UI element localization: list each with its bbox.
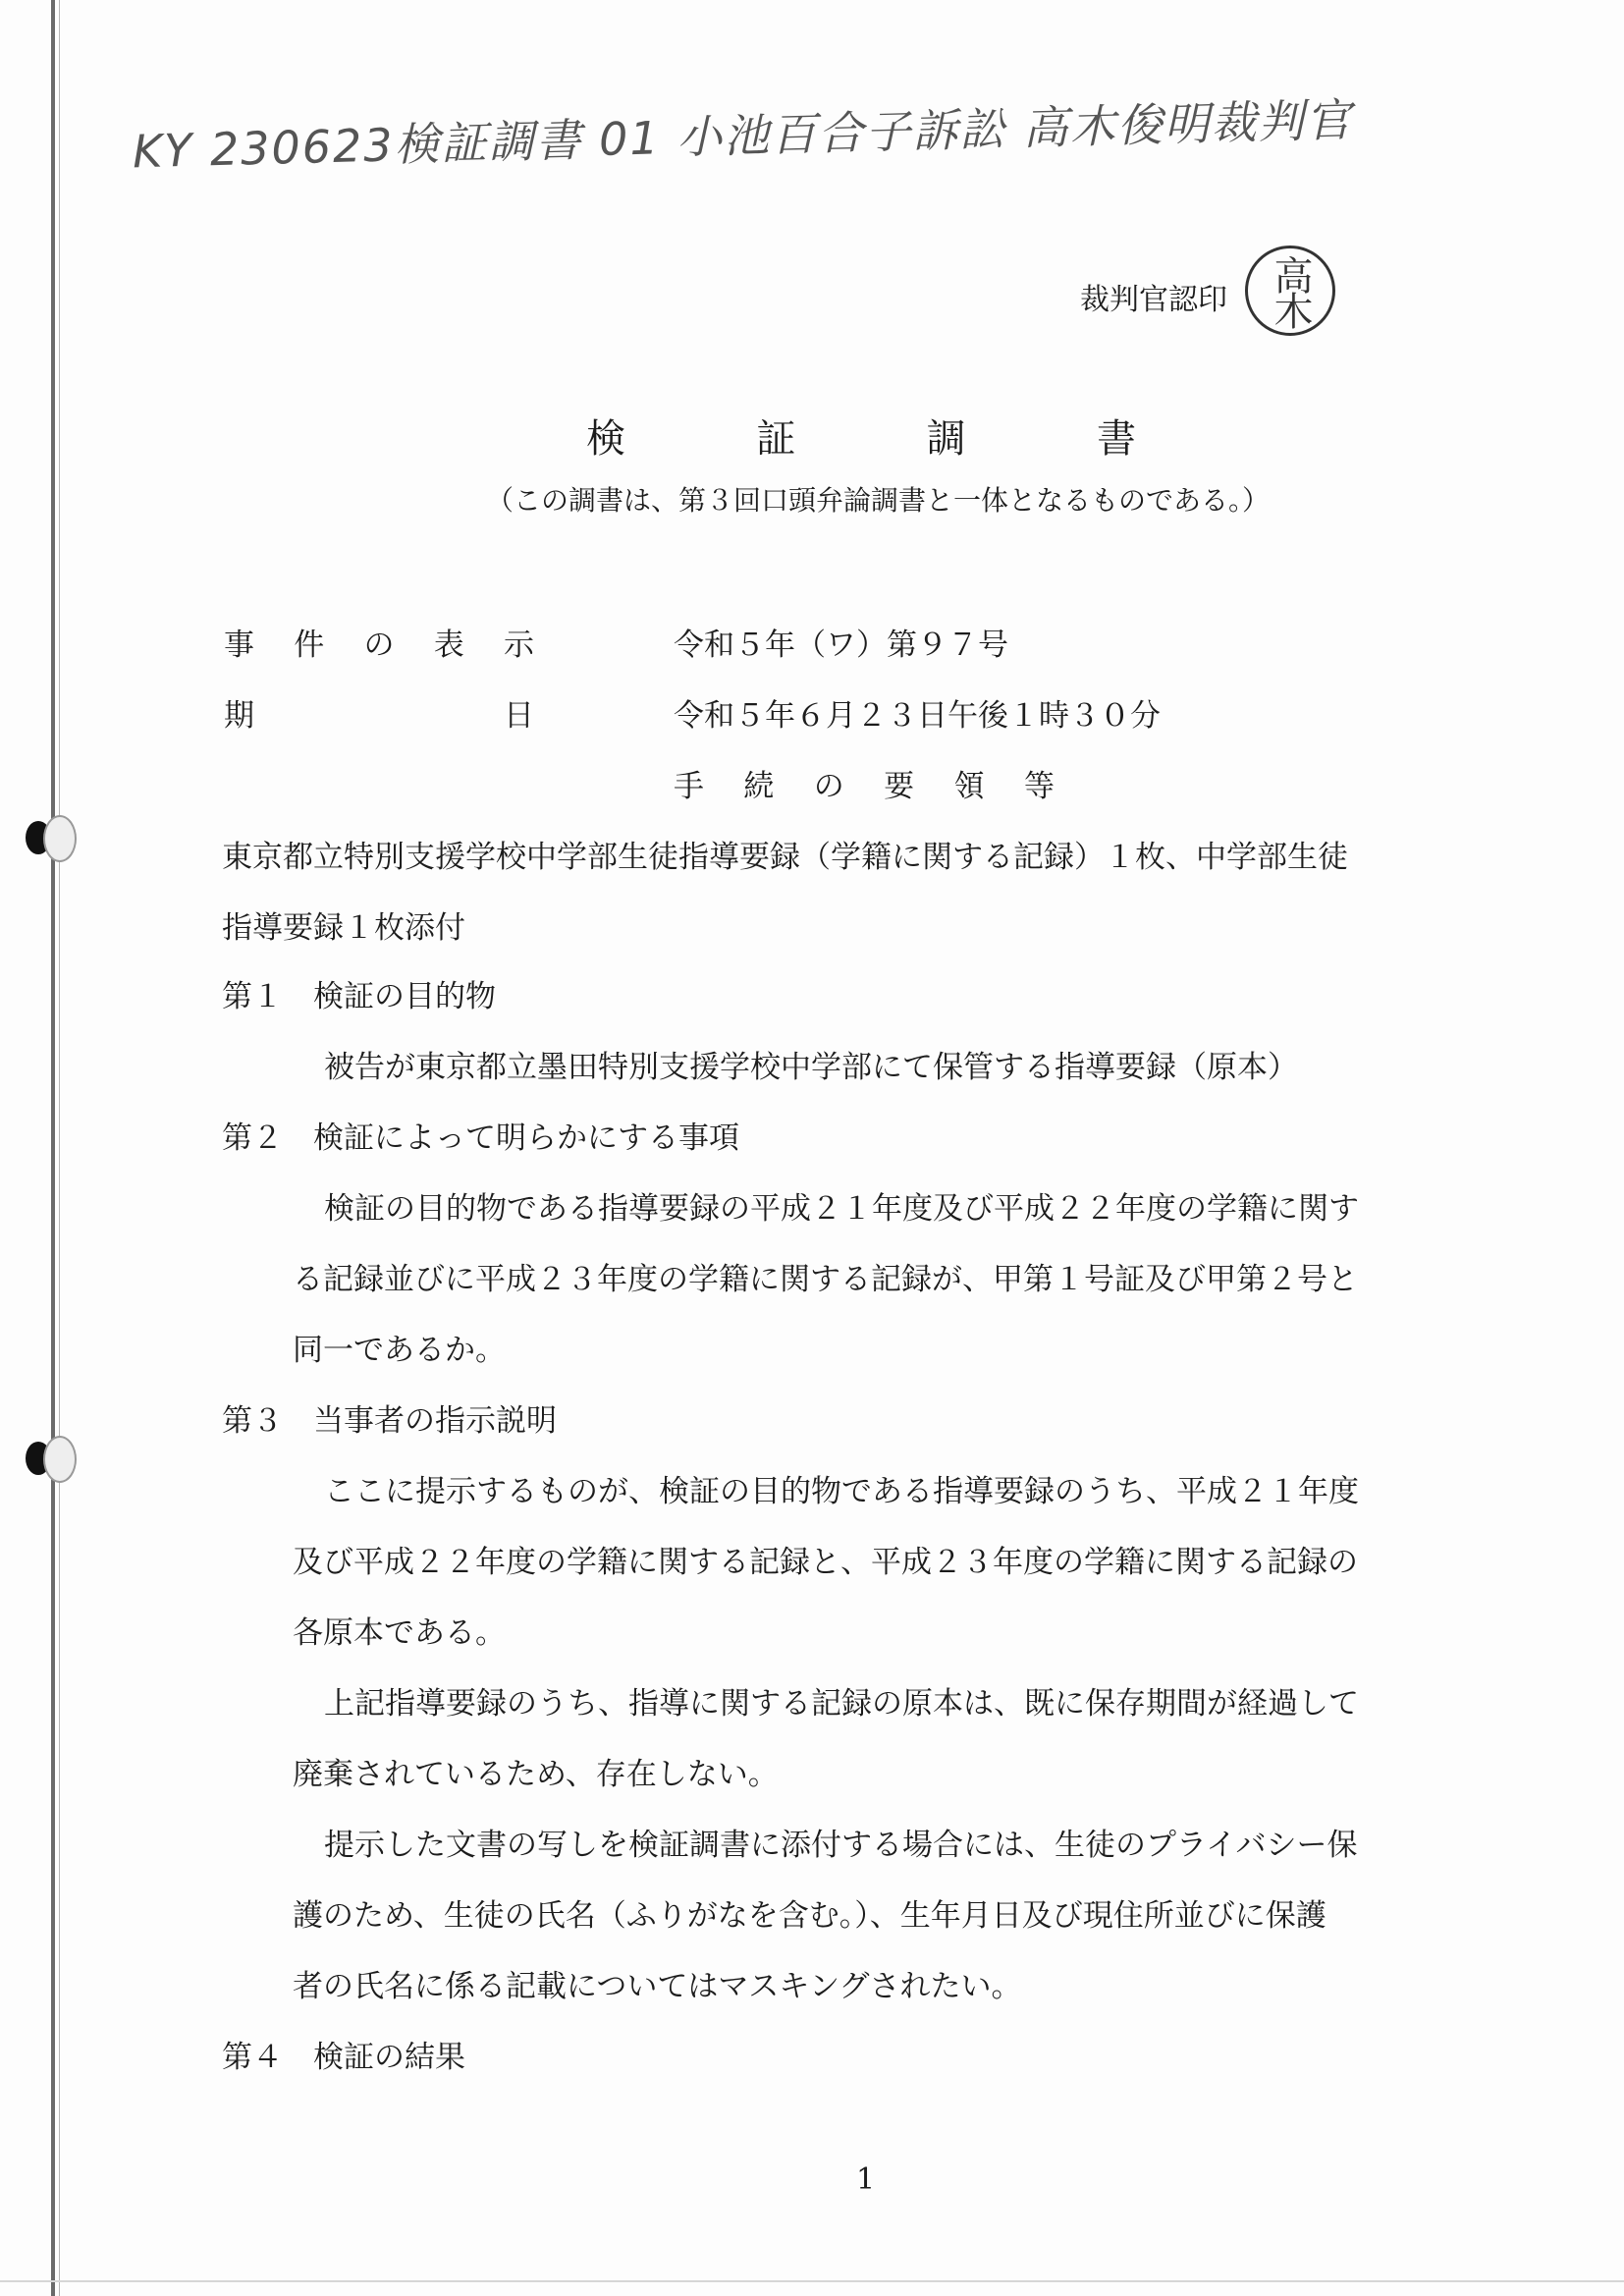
procedure-heading: [674, 769, 1055, 804]
date-label-char: 日: [504, 698, 534, 734]
attachment-line-2: 指導要録１枚添付: [222, 910, 465, 946]
procedure-heading-char: 等: [1023, 769, 1055, 804]
case-value: 令和５年（ワ）第９７号: [674, 628, 1008, 663]
title-char: 書: [1096, 416, 1136, 462]
scan-bottom-edge: [0, 2280, 1624, 2282]
punch-hole-ring: [43, 1436, 77, 1483]
binding-edge-line: [51, 0, 55, 2296]
procedure-heading-char: 続: [743, 769, 775, 804]
punch-hole-lower: [29, 1436, 63, 1479]
procedure-heading-char: の: [813, 769, 844, 804]
document-title: [586, 408, 1136, 464]
section-2-line-1: 検証の目的物である指導要録の平成２１年度及び平成２２年度の学籍に関す: [324, 1191, 1359, 1227]
section-1-line-1: 被告が東京都立墨田特別支援学校中学部にて保管する指導要録（原本）: [324, 1050, 1298, 1085]
section-1-heading: 第１ 検証の目的物: [222, 979, 496, 1014]
section-3-p2-line-2: 廃棄されているため、存在しない。: [293, 1757, 779, 1792]
procedure-heading-char: 要: [884, 769, 915, 804]
punch-hole-ring: [43, 815, 77, 862]
title-char: 検: [586, 416, 625, 462]
case-label: [224, 630, 534, 661]
section-2-line-2: る記録並びに平成２３年度の学籍に関する記録が、甲第１号証及び甲第２号と: [293, 1262, 1358, 1297]
section-3-p3-line-2: 護のため、生徒の氏名（ふりがなを含む。）、生年月日及び現住所並びに保護: [293, 1898, 1326, 1934]
section-2-line-3: 同一であるか。: [293, 1333, 506, 1368]
page-number: 1: [856, 2162, 876, 2197]
case-label-char: 表: [433, 628, 464, 663]
binding-edge-line-inner: [59, 0, 60, 2296]
judge-seal-label: 裁判官認印: [1080, 283, 1227, 317]
section-4-heading: 第４ 検証の結果: [222, 2040, 465, 2075]
procedure-heading-char: 領: [953, 769, 985, 804]
section-3-p1-line-2: 及び平成２２年度の学籍に関する記録と、平成２３年度の学籍に関する記録の: [293, 1545, 1358, 1580]
section-3-p3-line-3: 者の氏名に係る記載についてはマスキングされたい。: [293, 1969, 1022, 2004]
judge-seal-stamp: 高木: [1245, 246, 1335, 336]
title-char: 証: [756, 416, 796, 462]
case-label-char: 件: [294, 628, 325, 663]
date-value: 令和５年６月２３日午後１時３０分: [674, 698, 1161, 734]
date-label-char: 期: [224, 698, 254, 734]
case-label-char: 事: [224, 628, 254, 663]
section-2-heading: 第２ 検証によって明らかにする事項: [222, 1121, 739, 1156]
punch-hole-upper: [29, 815, 63, 858]
attachment-line-1: 東京都立特別支援学校中学部生徒指導要録（学籍に関する記録）１枚、中学部生徒: [222, 840, 1348, 875]
section-3-heading: 第３ 当事者の指示説明: [222, 1403, 557, 1439]
section-3-p2-line-1: 上記指導要録のうち、指導に関する記録の原本は、既に保存期間が経過して: [324, 1686, 1359, 1722]
section-3-p1-line-1: ここに提示するものが、検証の目的物である指導要録のうち、平成２１年度: [324, 1474, 1359, 1509]
procedure-heading-char: 手: [674, 769, 704, 804]
case-label-char: 示: [504, 628, 534, 663]
title-char: 調: [926, 416, 966, 462]
date-label: [224, 698, 534, 734]
case-label-char: の: [363, 628, 395, 663]
document-subtitle: （この調書は、第３回口頭弁論調書と一体となるものである。）: [486, 484, 1271, 517]
section-3-p1-line-3: 各原本である。: [293, 1615, 506, 1651]
handwritten-note: KY 230623検証調書 01 小池百合子訴訟 高木俊明裁判官: [132, 92, 1354, 179]
section-3-p3-line-1: 提示した文書の写しを検証調書に添付する場合には、生徒のプライバシー保: [324, 1828, 1358, 1863]
